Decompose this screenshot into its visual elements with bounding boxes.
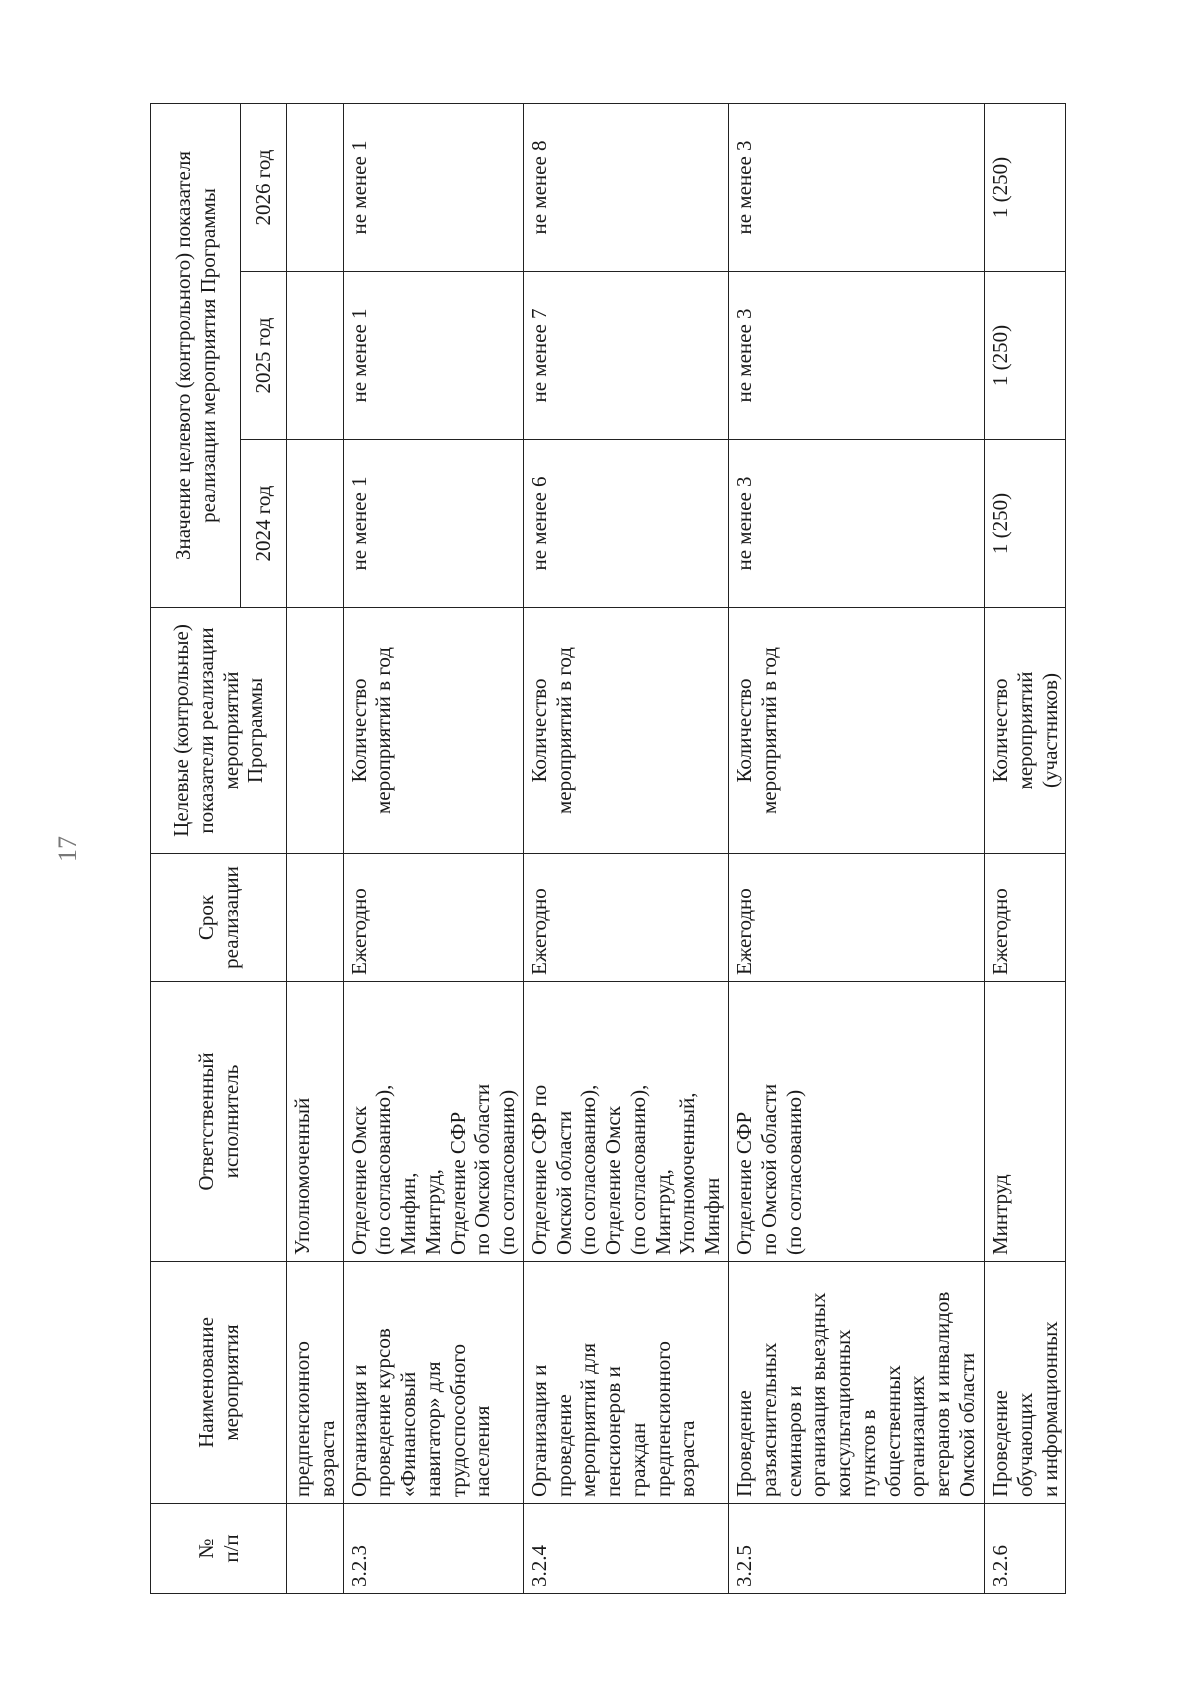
cell-2025: 1 (250) xyxy=(985,272,1066,440)
cell-term: Ежегодно xyxy=(729,854,985,982)
rotated-page-content xyxy=(150,104,1062,1594)
cell-2026: не менее 1 xyxy=(343,103,523,271)
cell-2026 xyxy=(287,103,344,271)
cell-term: Ежегодно xyxy=(343,854,523,982)
table-row xyxy=(343,103,523,1593)
header-values-group: Значение целевого (контрольного) показателя реализации мероприятия Программы xyxy=(151,103,241,607)
header-year-2024: 2024 год xyxy=(241,440,287,608)
cell-name: Проведение разъяснительных семинаров и организация выездных консультационных пунктов в общественных организациях ветеранов и инвалидов Омской области xyxy=(729,1262,985,1504)
cell-2025 xyxy=(287,272,344,440)
table-row xyxy=(287,103,344,1593)
cell-term: Ежегодно xyxy=(523,854,728,982)
cell-2025: не менее 1 xyxy=(343,272,523,440)
table-row xyxy=(523,103,728,1593)
cell-term: Ежегодно xyxy=(985,854,1066,982)
cell-2025: не менее 7 xyxy=(523,272,728,440)
cell-2024: 1 (250) xyxy=(985,440,1066,608)
cell-2024: не менее 6 xyxy=(523,440,728,608)
cell-num: 3.2.6 xyxy=(985,1504,1066,1594)
cell-name: Организация и проведение курсов «Финансовый навигатор» для трудоспособного населения xyxy=(343,1262,523,1504)
table-row xyxy=(985,103,1066,1593)
cell-2024: не менее 3 xyxy=(729,440,985,608)
cell-indicator: Количество мероприятий в год xyxy=(343,608,523,854)
cell-responsible: Отделение СФР по Омской области (по согласованию) xyxy=(729,982,985,1262)
cell-indicator: Количество мероприятий в год xyxy=(729,608,985,854)
header-year-2025: 2025 год xyxy=(241,272,287,440)
cell-2024 xyxy=(287,440,344,608)
cell-2025: не менее 3 xyxy=(729,272,985,440)
cell-name: предпенсионного возраста xyxy=(287,1262,344,1504)
cell-num: 3.2.3 xyxy=(343,1504,523,1594)
cell-name: Проведение обучающих и информационных xyxy=(985,1262,1066,1504)
cell-indicator: Количество мероприятий в год xyxy=(523,608,728,854)
cell-num: 3.2.4 xyxy=(523,1504,728,1594)
cell-indicator xyxy=(287,608,344,854)
cell-2026: 1 (250) xyxy=(985,103,1066,271)
header-name: Наименование мероприятия xyxy=(151,1262,287,1504)
table-row xyxy=(729,103,985,1593)
cell-responsible: Минтруд xyxy=(985,982,1066,1262)
header-row-1 xyxy=(151,103,241,1593)
cell-responsible: Отделение СФР по Омской области (по согласованию), Отделение Омск (по согласованию), Минтруд, Уполномоченный, Минфин xyxy=(523,982,728,1262)
cell-2026: не менее 3 xyxy=(729,103,985,271)
cell-term xyxy=(287,854,344,982)
header-year-2026: 2026 год xyxy=(241,103,287,271)
cell-num xyxy=(287,1504,344,1594)
page-number: 17 xyxy=(53,836,82,862)
program-measures-table xyxy=(150,103,1066,1594)
header-num: № п/п xyxy=(151,1504,287,1594)
header-responsible: Ответственный исполнитель xyxy=(151,982,287,1262)
header-indicators: Целевые (контрольные) показатели реализации мероприятий Программы xyxy=(151,608,287,854)
cell-2026: не менее 8 xyxy=(523,103,728,271)
cell-indicator: Количество мероприятий (участников) xyxy=(985,608,1066,854)
cell-2024: не менее 1 xyxy=(343,440,523,608)
header-term: Срок реализации xyxy=(151,854,287,982)
cell-name: Организация и проведение мероприятий для пенсионеров и граждан предпенсионного возраста xyxy=(523,1262,728,1504)
cell-responsible: Отделение Омск (по согласованию), Минфин, Минтруд, Отделение СФР по Омской области (по согласованию) xyxy=(343,982,523,1262)
cell-responsible: Уполномоченный xyxy=(287,982,344,1262)
cell-num: 3.2.5 xyxy=(729,1504,985,1594)
